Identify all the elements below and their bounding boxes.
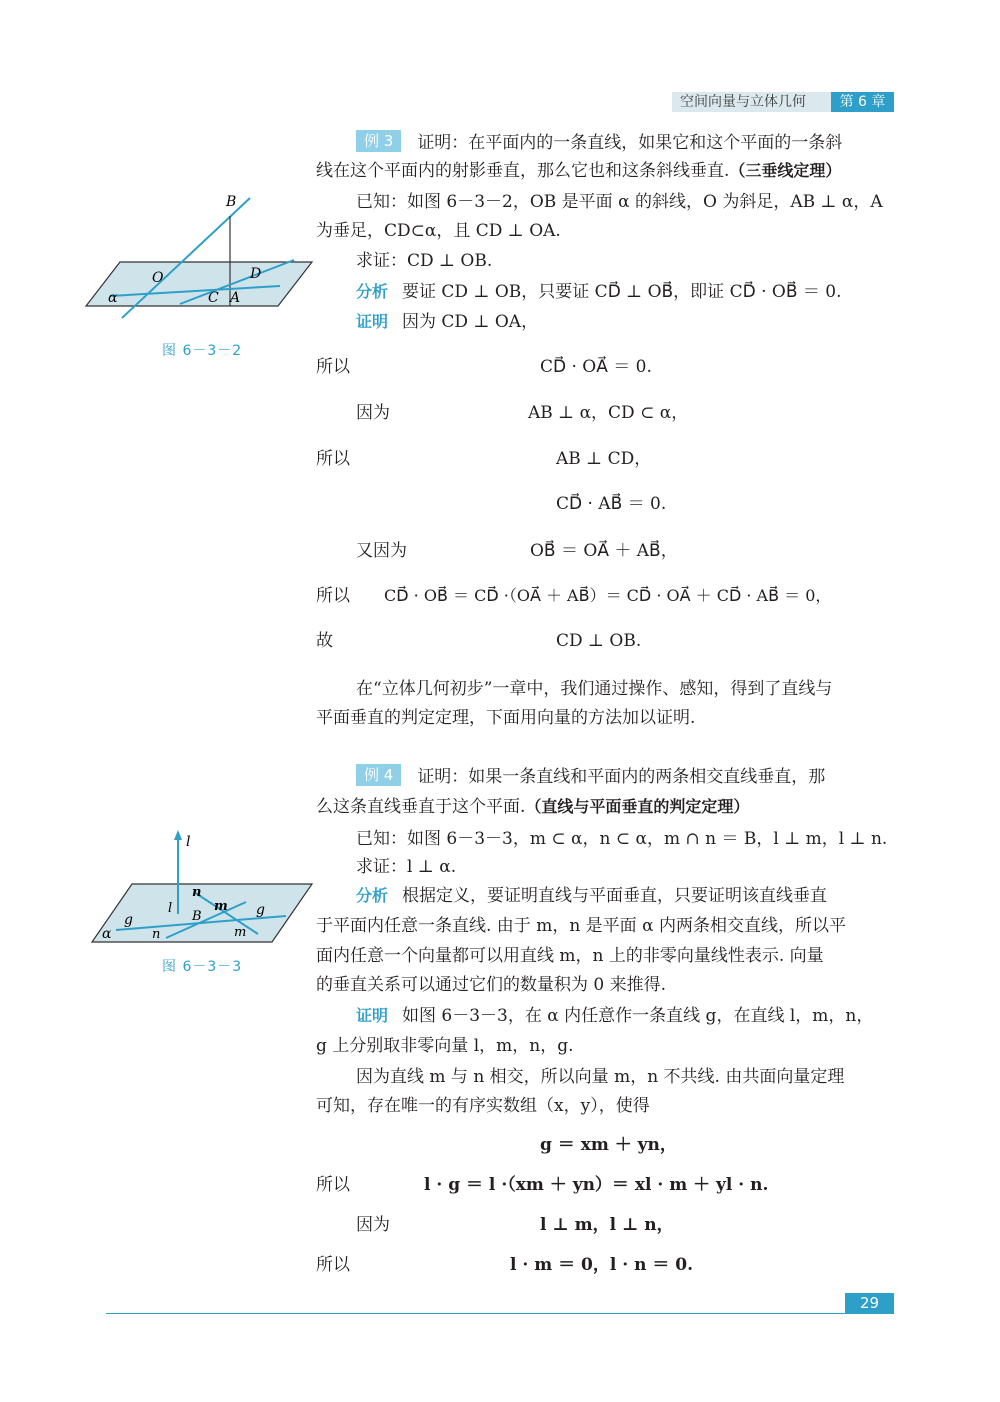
footer-rule — [106, 1313, 894, 1314]
figure-6-3-3 — [76, 826, 316, 950]
example4-step-lead: 所以 — [316, 1175, 350, 1195]
example4-analysis-2: 于平面内任意一条直线. 由于 m，n 是平面 α 内两条相交直线，所以平 — [316, 916, 846, 936]
example4-theorem: （直线与平面垂直的判定定理） — [525, 797, 750, 816]
example3-step-expr: AB ⊥ α，CD ⊂ α， — [528, 403, 689, 423]
page-number: 29 — [845, 1293, 894, 1314]
example4-line1 — [356, 764, 825, 790]
fig2-label-alpha: α — [102, 926, 112, 942]
example4-para-2: 可知，存在唯一的有序实数组（x，y），使得 — [316, 1096, 650, 1116]
example3-line1 — [356, 130, 842, 156]
example4-statement-1: 证明：如果一条直线和平面内的两条相交直线垂直，那 — [417, 767, 826, 787]
fig2-label-g-left: g — [124, 912, 133, 928]
example4-given: 已知：如图 6－3－3，m ⊂ α，n ⊂ α，m ∩ n ＝ B，l ⊥ m，l ⊥ n. — [356, 829, 888, 849]
example3-step-expr: CD ⊥ OB. — [556, 631, 642, 651]
example3-analysis-text: 要证 CD ⊥ OB，只要证 CD⃗ ⊥ OB⃗，即证 CD⃗ · OB⃗ ＝ 0. — [402, 282, 842, 302]
example3-proof-text: 因为 CD ⊥ OA， — [402, 312, 539, 332]
example4-step-expr: l · m ＝ 0，l · n ＝ 0. — [510, 1255, 694, 1275]
example3-step-lead: 所以 — [316, 586, 350, 606]
example4-proof-2: g 上分别取非零向量 l，m，n，g. — [316, 1036, 574, 1056]
fig2-label-n-top: n — [192, 885, 202, 900]
figure-6-3-2 — [80, 190, 320, 320]
example4-step-expr: l · g ＝ l ·（xm ＋ yn）＝ xl · m ＋ yl · n. — [424, 1175, 769, 1195]
proof-keyword: 证明 — [356, 312, 389, 331]
example4-proof-1: 如图 6－3－3，在 α 内任意作一条直线 g，在直线 l，m，n， — [402, 1006, 874, 1026]
example3-step-expr: CD⃗ · OA⃗ ＝ 0. — [540, 357, 652, 377]
fig1-label-b: B — [226, 194, 237, 210]
fig2-label-b: B — [192, 909, 202, 924]
analysis-keyword: 分析 — [356, 886, 389, 905]
example4-statement-2: 么这条直线垂直于这个平面. — [316, 797, 526, 817]
example4-analysis — [356, 883, 827, 909]
header-title: 空间向量与立体几何 — [680, 94, 806, 110]
fig1-label-alpha: α — [108, 290, 118, 306]
example4-step-expr: l ⊥ m，l ⊥ n， — [540, 1215, 674, 1235]
example3-tag: 例 3 — [356, 130, 401, 152]
example3-statement-2: 线在这个平面内的射影垂直，那么它也和这条斜线垂直. — [316, 161, 730, 181]
fig2-label-m-mid: m — [214, 899, 228, 914]
analysis-keyword: 分析 — [356, 282, 389, 301]
example4-step-lead: 因为 — [356, 1215, 390, 1235]
proof-keyword: 证明 — [356, 1006, 389, 1025]
example3-step-expr: AB ⊥ CD， — [556, 449, 652, 469]
fig1-label-a: A — [230, 290, 241, 306]
example3-step-expr: CD⃗ · AB⃗ ＝ 0. — [556, 494, 667, 514]
example4-analysis-1: 根据定义，要证明直线与平面垂直，只要证明该直线垂直 — [402, 886, 828, 906]
example3-step-lead: 所以 — [316, 357, 350, 377]
page-header — [0, 92, 1000, 112]
fig2-label-l-top: l — [186, 834, 191, 850]
example3-step-lead: 因为 — [356, 403, 390, 423]
example3-line2 — [316, 158, 841, 184]
transition-line2: 平面垂直的判定定理，下面用向量的方法加以证明. — [316, 708, 696, 728]
example3-step-expr: OB⃗ ＝ OA⃗ ＋ AB⃗， — [530, 541, 678, 561]
figure-6-3-2-caption: 图 6－3－2 — [162, 343, 243, 359]
example3-given-1: 已知：如图 6－3－2，OB 是平面 α 的斜线，O 为斜足，AB ⊥ α，A — [356, 192, 883, 212]
example3-statement-1: 证明：在平面内的一条直线，如果它和这个平面的一条斜 — [417, 133, 843, 153]
example3-given-2: 为垂足，CD⊂α，且 CD ⊥ OA. — [316, 221, 561, 241]
example4-tag: 例 4 — [356, 764, 401, 786]
example3-step-lead: 所以 — [316, 449, 350, 469]
transition-line1: 在“立体几何初步”一章中，我们通过操作、感知，得到了直线与 — [356, 679, 833, 699]
example3-step-expr: CD⃗ · OB⃗ ＝ CD⃗ ·（OA⃗ ＋ AB⃗）＝ CD⃗ · OA⃗ ＋ CD⃗ · AB⃗ ＝ 0， — [384, 586, 832, 605]
example3-analysis — [356, 279, 842, 305]
figure-6-3-3-caption: 图 6－3－3 — [162, 959, 243, 975]
example4-proof — [356, 1003, 873, 1029]
example4-line2 — [316, 794, 749, 820]
fig2-label-g-right: g — [256, 902, 265, 918]
fig2-label-l-mid: l — [168, 901, 173, 916]
example3-theorem: （三垂线定理） — [729, 161, 842, 180]
fig1-label-o: O — [152, 270, 164, 286]
example4-center-equation: g ＝ xm ＋ yn， — [540, 1135, 677, 1155]
fig2-label-n-low: n — [152, 927, 161, 942]
fig1-label-d: D — [250, 266, 262, 282]
example4-analysis-4: 的垂直关系可以通过它们的数量积为 0 来推得. — [316, 975, 667, 995]
example3-step-lead: 又因为 — [356, 541, 407, 561]
example4-prove: 求证：l ⊥ α. — [356, 857, 457, 877]
fig1-label-c: C — [208, 290, 219, 306]
example3-prove: 求证：CD ⊥ OB. — [356, 251, 493, 271]
header-chapter-badge: 第 6 章 — [831, 92, 894, 112]
example3-proof — [356, 309, 538, 335]
example3-step-lead: 故 — [316, 631, 333, 651]
example4-step-lead: 所以 — [316, 1255, 350, 1275]
fig2-label-m-low: m — [234, 925, 247, 940]
example4-para-1: 因为直线 m 与 n 相交，所以向量 m，n 不共线. 由共面向量定理 — [356, 1067, 845, 1087]
example4-analysis-3: 面内任意一个向量都可以用直线 m，n 上的非零向量线性表示. 向量 — [316, 946, 824, 966]
